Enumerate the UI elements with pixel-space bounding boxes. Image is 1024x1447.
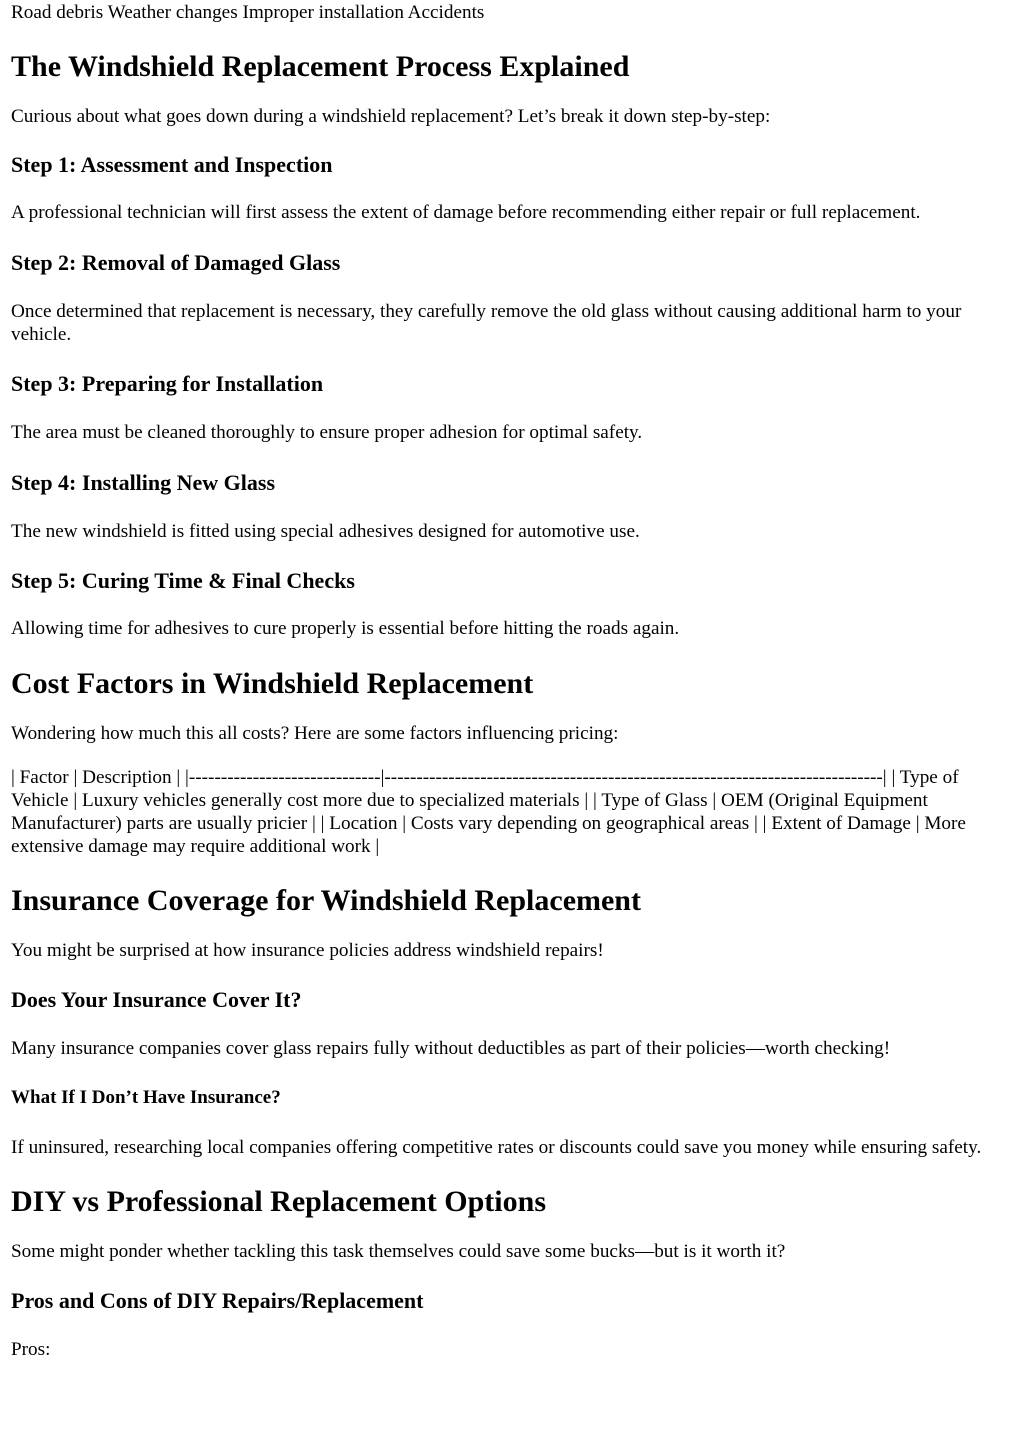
step-2-text: Once determined that replacement is necessary, they carefully remove the old glass without causing additional harm to your vehicle.	[11, 301, 962, 345]
pros-cons-heading: Pros and Cons of DIY Repairs/Replacement	[11, 1288, 424, 1313]
article	[0, 1, 1024, 1361]
diy-intro: Some might ponder whether tackling this task themselves could save some bucks—but is it worth it?	[11, 1241, 786, 1262]
process-heading: The Windshield Replacement Process Explained	[11, 50, 630, 83]
insurance-cover-heading: Does Your Insurance Cover It?	[11, 987, 302, 1012]
intro-list: Road debris Weather changes Improper installation Accidents	[11, 2, 485, 23]
no-insurance-text: If uninsured, researching local companies offering competitive rates or discounts could save you money while ensuring safety.	[11, 1137, 982, 1158]
cost-heading: Cost Factors in Windshield Replacement	[11, 667, 534, 700]
no-insurance-heading: What If I Don’t Have Insurance?	[11, 1087, 281, 1108]
step-1-text: A professional technician will first assess the extent of damage before recommending either repair or full replacement.	[11, 202, 921, 223]
step-4-text: The new windshield is fitted using special adhesives designed for automotive use.	[11, 521, 640, 542]
cost-intro: Wondering how much this all costs? Here are some factors influencing pricing:	[11, 723, 619, 744]
process-intro: Curious about what goes down during a windshield replacement? Let’s break it down step-by-step:	[11, 106, 771, 127]
insurance-intro: You might be surprised at how insurance policies address windshield repairs!	[11, 940, 604, 961]
step-4-heading: Step 4: Installing New Glass	[11, 470, 276, 495]
cost-factors-table-text: | Factor | Description | |------------------------------|------------------------------------------------------------------------------| | Type of Vehicle | Luxury vehicles generally cost more due to specialized materials | | Type of Glass | OEM (Original Equipment Manufacturer) parts are usually pricier | | Location | Costs vary depending on geographical areas | | Extent of Damage | More extensive damage may require additional work |	[11, 767, 966, 857]
diy-heading: DIY vs Professional Replacement Options	[11, 1185, 546, 1218]
step-3-heading: Step 3: Preparing for Installation	[11, 371, 324, 396]
step-5-heading: Step 5: Curing Time & Final Checks	[11, 568, 355, 593]
step-2-heading: Step 2: Removal of Damaged Glass	[11, 250, 341, 275]
insurance-cover-text: Many insurance companies cover glass repairs fully without deductibles as part of their policies—worth checking!	[11, 1038, 891, 1059]
pros-label: Pros:	[11, 1339, 51, 1360]
step-3-text: The area must be cleaned thoroughly to ensure proper adhesion for optimal safety.	[11, 422, 643, 443]
step-5-text: Allowing time for adhesives to cure properly is essential before hitting the roads again.	[11, 618, 680, 639]
step-1-heading: Step 1: Assessment and Inspection	[11, 152, 333, 177]
insurance-heading: Insurance Coverage for Windshield Replacement	[11, 884, 641, 917]
